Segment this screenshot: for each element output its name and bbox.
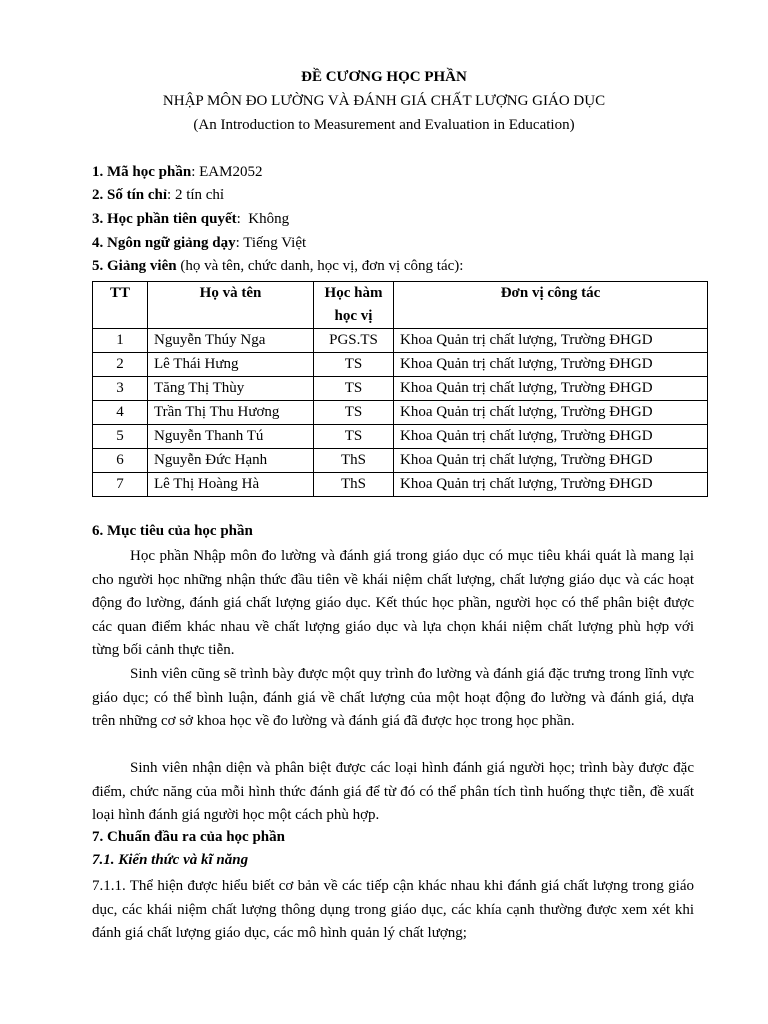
- info-label: 5. Giảng viên: [92, 258, 177, 274]
- lecturers-line: [92, 258, 463, 275]
- table-header-row: [93, 282, 708, 329]
- cell-unit: Khoa Quản trị chất lượng, Trường ĐHGD: [394, 449, 708, 473]
- cell-name: Nguyễn Đức Hạnh: [148, 449, 314, 473]
- cell-name: Lê Thị Hoàng Hà: [148, 473, 314, 497]
- cell-tt: 6: [93, 449, 148, 473]
- header-tt: TT: [93, 282, 148, 329]
- cell-unit: Khoa Quản trị chất lượng, Trường ĐHGD: [394, 329, 708, 353]
- section-7-1-heading: 7.1. Kiến thức và kĩ năng: [92, 852, 249, 868]
- info-sep: :: [236, 211, 249, 227]
- objective-paragraph-3: [92, 757, 694, 828]
- lecturers-note: (họ và tên, chức danh, học vị, đơn vị công tác):: [180, 258, 464, 274]
- prerequisite-value: Không: [248, 211, 290, 227]
- prerequisite-line: [92, 211, 289, 228]
- language-line: [92, 235, 306, 252]
- table-row: [93, 425, 708, 449]
- cell-unit: Khoa Quản trị chất lượng, Trường ĐHGD: [394, 401, 708, 425]
- cell-name: Trần Thị Thu Hương: [148, 401, 314, 425]
- outcome-7-1-1: 7.1.1. Thể hiện được hiểu biết cơ bản về các tiếp cận khác nhau khi đánh giá chất lượng trong giáo dục, các khái niệm chất lượng thông dụng trong giáo dục, các khía cạnh thường được xem xét khi đánh giá chất lượng giáo dục, các mô hình quản lý chất lượng;: [92, 878, 694, 942]
- info-sep: :: [235, 235, 244, 251]
- cell-degree: TS: [314, 353, 394, 377]
- header-name: Họ và tên: [148, 282, 314, 329]
- cell-degree: TS: [314, 401, 394, 425]
- language-value: Tiếng Việt: [243, 235, 307, 251]
- document-title: ĐỀ CƯƠNG HỌC PHẦN: [301, 69, 467, 85]
- course-name-english: (An Introduction to Measurement and Evaluation in Education): [193, 117, 575, 133]
- section-6-heading: 6. Mục tiêu của học phần: [92, 523, 253, 539]
- cell-unit: Khoa Quản trị chất lượng, Trường ĐHGD: [394, 353, 708, 377]
- objective-text-3: Sinh viên nhận diện và phân biệt được các loại hình đánh giá người học; trình bày được đặc điểm, chức năng của mỗi hình thức đánh giá để từ đó có thể phân tích tình huống thực tiễn, đề xuất loại hình đánh giá người học một cách phù hợp.: [92, 760, 694, 824]
- objective-text-1: Học phần Nhập môn đo lường và đánh giá trong giáo dục có mục tiêu khái quát là mang lại cho người học những nhận thức đầu tiên về khái niệm chất lượng, chất lượng giáo dục và các hoạt động đo lường, đánh giá chất lượng giáo dục. Kết thúc học phần, người học có thể phân biệt được các quan điểm khác nhau về chất lượng giáo dục và lựa chọn khái niệm chất lượng phù hợp với từng bối cảnh thực tiễn.: [92, 548, 694, 659]
- cell-degree: TS: [314, 377, 394, 401]
- table-row: [93, 353, 708, 377]
- info-label: 1. Mã học phần: [92, 164, 192, 180]
- cell-tt: 4: [93, 401, 148, 425]
- cell-degree: TS: [314, 425, 394, 449]
- cell-unit: Khoa Quản trị chất lượng, Trường ĐHGD: [394, 425, 708, 449]
- section-7-heading: 7. Chuẩn đầu ra của học phần: [92, 829, 285, 845]
- cell-degree: PGS.TS: [314, 329, 394, 353]
- cell-tt: 2: [93, 353, 148, 377]
- cell-name: Tăng Thị Thùy: [148, 377, 314, 401]
- cell-name: Nguyễn Thanh Tú: [148, 425, 314, 449]
- course-code-line: [92, 164, 262, 181]
- cell-unit: Khoa Quản trị chất lượng, Trường ĐHGD: [394, 377, 708, 401]
- cell-unit: Khoa Quản trị chất lượng, Trường ĐHGD: [394, 473, 708, 497]
- cell-degree: ThS: [314, 473, 394, 497]
- header-unit: Đơn vị công tác: [394, 282, 708, 329]
- cell-tt: 5: [93, 425, 148, 449]
- table-row: [93, 401, 708, 425]
- table-row: [93, 377, 708, 401]
- table-row: [93, 329, 708, 353]
- cell-tt: 3: [93, 377, 148, 401]
- table-row: [93, 449, 708, 473]
- cell-tt: 1: [93, 329, 148, 353]
- credits-line: [92, 187, 224, 204]
- cell-degree: ThS: [314, 449, 394, 473]
- cell-tt: 7: [93, 473, 148, 497]
- header-degree-line2: học vị: [334, 308, 373, 324]
- lecturer-table: [92, 281, 708, 497]
- course-code-value: EAM2052: [199, 164, 263, 180]
- objective-paragraph-2: [92, 663, 694, 734]
- objective-text-2: Sinh viên cũng sẽ trình bày được một quy trình đo lường và đánh giá đặc trưng trong lĩnh vực giáo dục; có thể bình luận, đánh giá về chất lượng của một hoạt động đo lường và đánh giá, dựa trên những cơ sở khoa học về đo lường và đánh giá đã được học trong học phần.: [92, 666, 694, 730]
- info-sep: :: [191, 164, 200, 180]
- objective-paragraph-1: [92, 545, 694, 663]
- cell-name: Nguyễn Thúy Nga: [148, 329, 314, 353]
- credits-value: 2 tín chỉ: [174, 187, 225, 203]
- cell-name: Lê Thái Hưng: [148, 353, 314, 377]
- table-row: [93, 473, 708, 497]
- info-label: 3. Học phần tiên quyết: [92, 211, 237, 227]
- header-degree: [314, 282, 394, 329]
- info-label: 4. Ngôn ngữ giảng dạy: [92, 235, 236, 251]
- info-sep: :: [167, 187, 175, 203]
- course-name: NHẬP MÔN ĐO LƯỜNG VÀ ĐÁNH GIÁ CHẤT LƯỢNG GIÁO DỤC: [162, 93, 606, 109]
- header-degree-line1: Học hàm: [324, 285, 383, 301]
- info-label: 2. Số tín chỉ: [92, 187, 168, 203]
